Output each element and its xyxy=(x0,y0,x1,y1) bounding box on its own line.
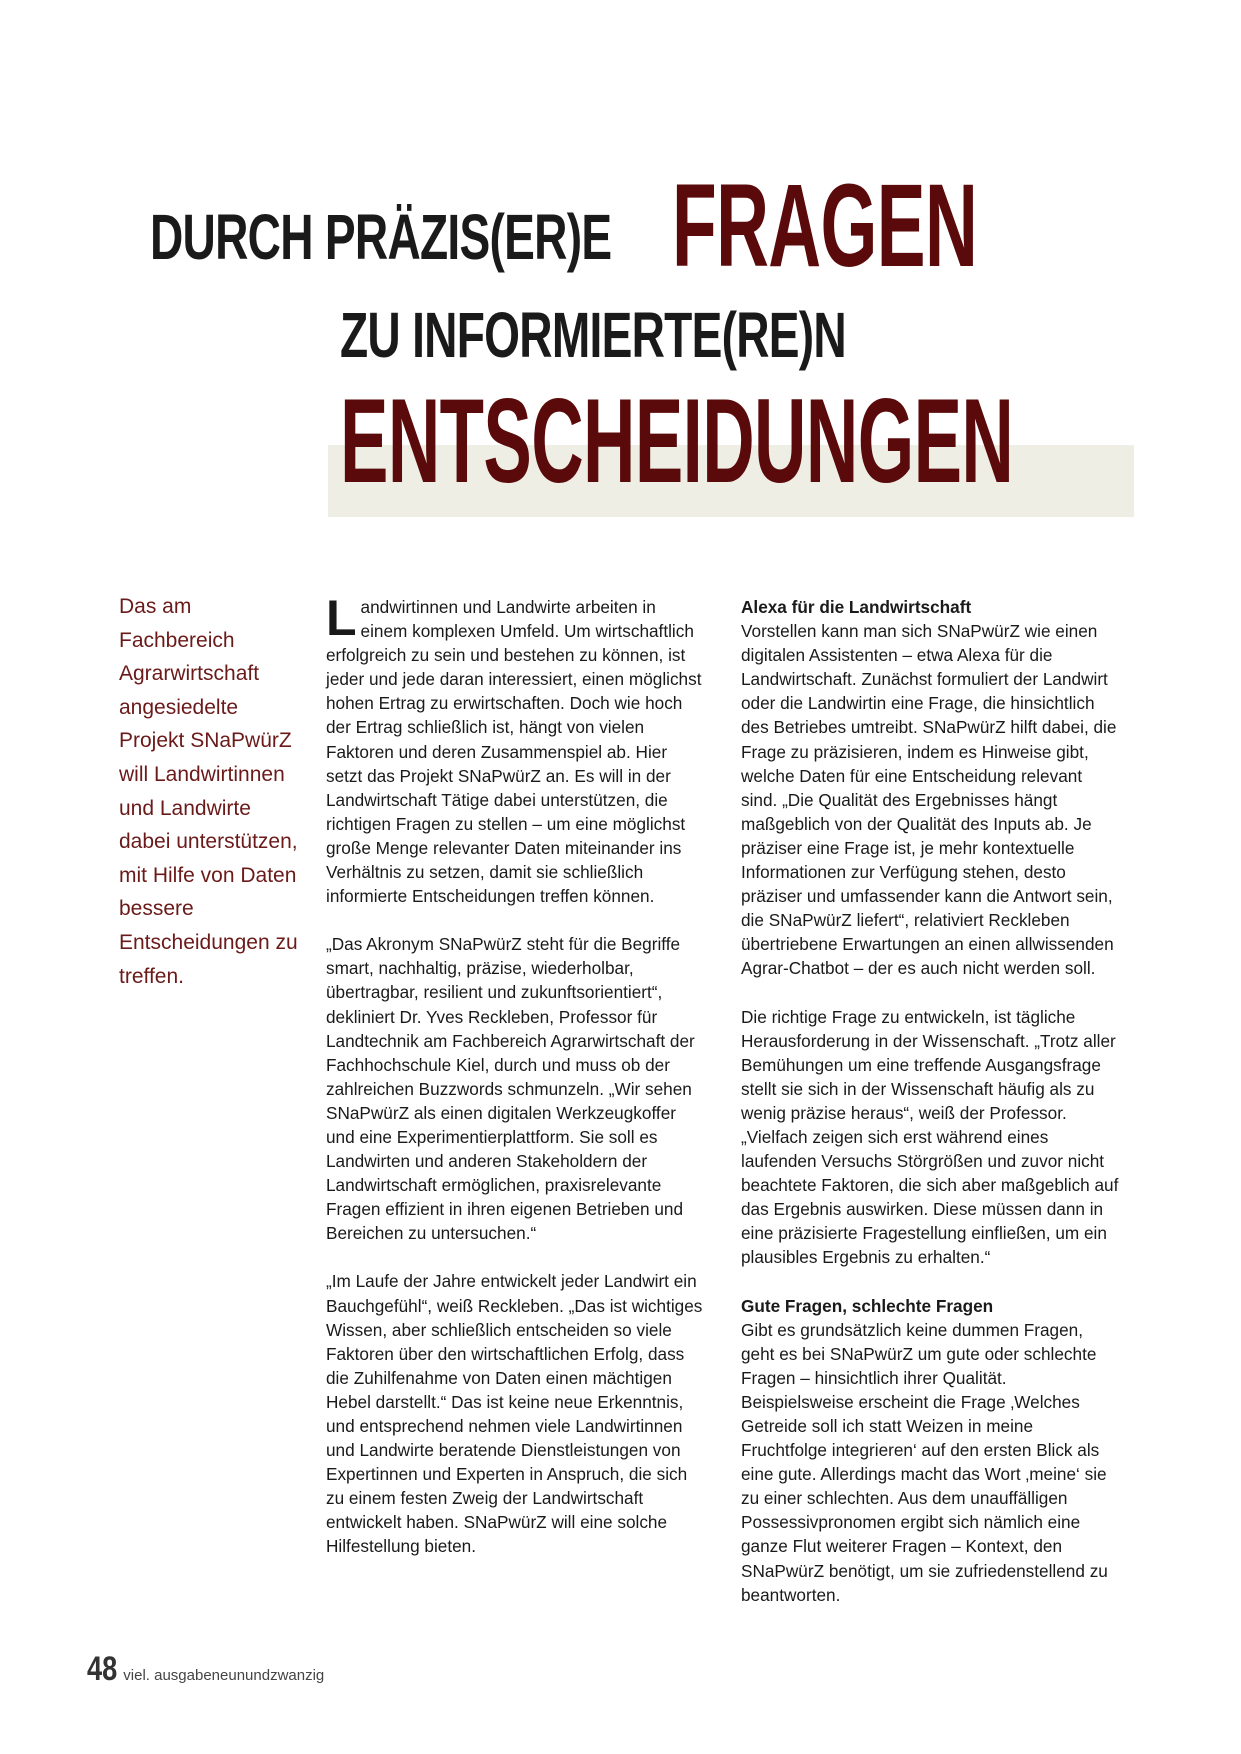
drop-cap: L xyxy=(326,590,357,646)
headline-line1-dark: DURCH PRÄZIS(ER)E xyxy=(150,201,612,273)
teaser-text: Das am Fachbereich Agrarwirtschaft angesiedelte Projekt SNaPwürZ will Landwirtinnen und Landwirte dabei unterstützen, mit Hilfe von Daten bessere Entscheidungen zu treffen. xyxy=(119,595,298,988)
paragraph-intro: Landwirtinnen und Landwirte arbeiten in einem komplexen Umfeld. Um wirtschaftlich erfolgreich zu sein und bestehen zu können, ist jeder und jede daran interessiert, einen möglichst hohen Ertrag zu erwirtschaften. Doch wie hoch der Ertrag schließlich ist, hängt von vielen Faktoren und deren Zusammenspiel ab. Hier setzt das Projekt SNaPwürZ an. Es will in der Landwirtschaft Tätige dabei unterstützen, die richtigen Fragen zu stellen – um eine möglichst große Menge relevanter Daten miteinander ins Verhältnis zu setzen, damit sie schließlich informierte Entscheidungen treffen können. xyxy=(326,590,702,907)
paragraph: Gibt es grundsätzlich keine dummen Fragen, geht es bei SNaPwürZ um gute oder schlechte Fragen – hinsichtlich ihrer Qualität. Beispielsweise erscheint die Frage ‚Welches Getreide soll ich statt Weizen in meine Fruchtfolge integrieren‘ auf den ersten Blick als eine gute. Allerdings macht das Wort ‚meine‘ sie zu einer schlechten. Aus dem unauffälligen Possessivpronomen ergibt sich nämlich eine ganze Flut weiterer Fragen – Kontext, den SNaPwürZ benötigt, um sie zufriedenstellend zu beantworten. xyxy=(741,1319,1108,1605)
paragraph: Vorstellen kann man sich SNaPwürZ wie einen digitalen Assistenten – etwa Alexa für die Landwirtschaft. Zunächst formuliert der Landwirt oder die Landwirtin eine Frage, die hinsichtlich des Betriebes umtreibt. SNaPwürZ hilft dabei, die Frage zu präzisieren, indem es Hinweise gibt, welche Daten für eine Entscheidung relevant sind. „Die Qualität des Ergebnisses hängt maßgeblich von der Qualität des Inputs ab. Je präziser eine Frage ist, je mehr kontextuelle Informationen zur Verfügung stehen, desto präziser und umfassender kann die Antwort sein, die SNaPwürZ liefert“, relativiert Reckleben übertriebene Erwartungen an einen allwissenden Agrar-Chatbot – der es auch nicht werden soll. xyxy=(741,621,1117,979)
paragraph: Die richtige Frage zu entwickeln, ist tägliche Herausforderung in der Wissenschaft. „Trotz aller Bemühungen um eine treffende Ausgangsfrage stellt sie sich in der Wissenschaft häufig als zu wenig präzise heraus“, weiß der Professor. „Vielfach zeigen sich erst während eines laufenden Versuchs Störgrößen und zuvor nicht beachtete Faktoren, die sich aber maßgeblich auf das Ergebnis auswirken. Diese müssen dann in eine präzisierte Fragestellung einfließen, um ein plausibles Ergebnis zu erhalten.“ xyxy=(741,1006,1119,1268)
subheading-gute-fragen: Gute Fragen, schlechte Fragen xyxy=(741,1295,994,1316)
article-column-right xyxy=(741,595,1121,1631)
headline-line3-accent: ENTSCHEIDUNGEN xyxy=(340,374,1014,508)
subheading-alexa: Alexa für die Landwirtschaft xyxy=(741,597,972,617)
page-footer xyxy=(87,1650,324,1689)
page-number: 48 xyxy=(87,1650,118,1688)
paragraph: „Im Laufe der Jahre entwickelt jeder Landwirt ein Bauchgefühl“, weiß Reckleben. „Das ist wichtiges Wissen, aber schließlich entscheiden so viele Faktoren über den wirtschaftlichen Erfolg, dass die Zuhilfenahme von Daten einen mächtigen Hebel darstellt.“ Das ist keine neue Erkenntnis, und entsprechend nehmen viele Landwirtinnen und Landwirte beratende Dienstleistungen von Expertinnen und Experten in Anspruch, die sich zu einem festen Zweig der Landwirtschaft entwickelt haben. SNaPwürZ will eine solche Hilfestellung bieten. xyxy=(326,1271,703,1557)
headline-line1-accent: FRAGEN xyxy=(672,160,978,292)
paragraph: „Das Akronym SNaPwürZ steht für die Begriffe smart, nachhaltig, präzise, wiederholbar, übertragbar, resilient und zukunftsorientiert“, dekliniert Dr. Yves Reckleben, Professor für Landtechnik am Fachbereich Agrarwirtschaft der Fachhochschule Kiel, durch und muss ob der zahlreichen Buzzwords schmunzeln. „Wir sehen SNaPwürZ als einen digitalen Werkzeugkoffer und eine Experimentierplattform. Sie soll es Landwirten und anderen Stakeholdern der Landwirtschaft ermöglichen, praxisrelevante Fragen effizient in ihren eigenen Betrieben und Bereichen zu untersuchen.“ xyxy=(326,934,695,1244)
magazine-name: viel. ausgabeneunundzwanzig xyxy=(123,1667,325,1684)
article-column-middle xyxy=(326,590,706,1583)
headline xyxy=(0,0,1241,560)
headline-line2: ZU INFORMIERTE(RE)N xyxy=(340,299,846,371)
